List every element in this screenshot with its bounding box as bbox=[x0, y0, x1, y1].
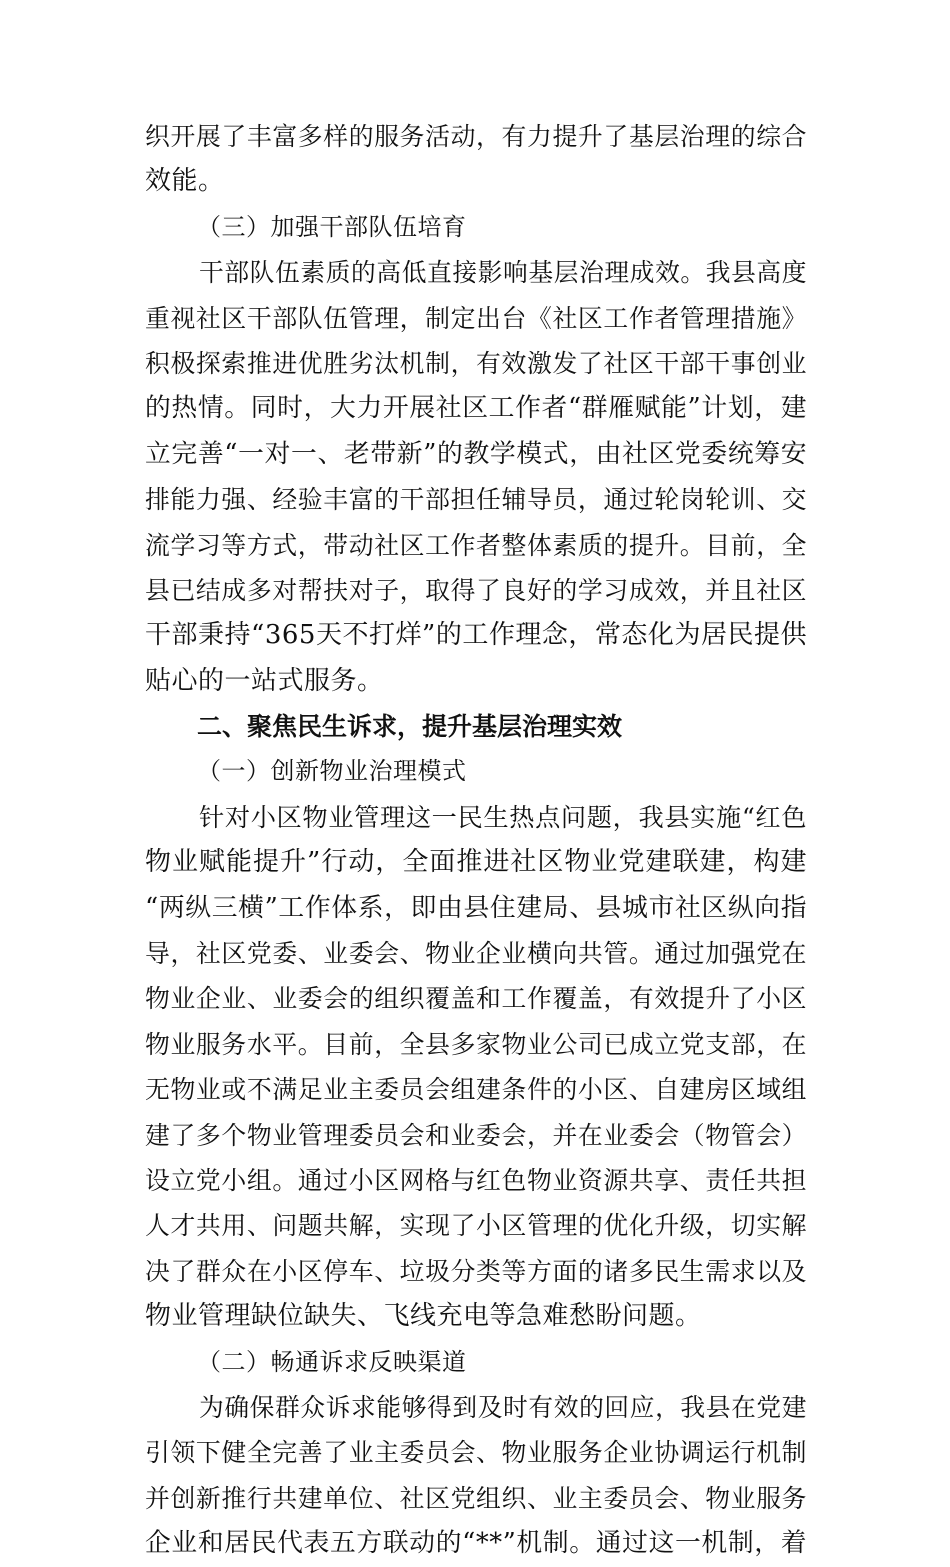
text-line: 引领下健全完善了业主委员会、物业服务企业协调运行机制 bbox=[145, 1438, 807, 1468]
text-line: 重视社区干部队伍管理，制定出台《社区工作者管理措施》 bbox=[145, 303, 807, 333]
paragraph-continued bbox=[145, 114, 807, 205]
section-heading-3: （三）加强干部队伍培育 bbox=[197, 212, 467, 241]
text-line: 人才共用、问题共解，实现了小区管理的优化升级，切实解 bbox=[145, 1211, 807, 1241]
text-line: 立完善“一对一、老带新”的教学模式，由社区党委统筹安 bbox=[145, 438, 807, 469]
text-line: 无物业或不满足业主委员会组建条件的小区、自建房区域组 bbox=[145, 1075, 807, 1105]
text-line: 针对小区物业管理这一民生热点问题，我县实施“红色 bbox=[199, 802, 807, 832]
text-line: 物业服务水平。目前，全县多家物业公司已成立党支部，在 bbox=[145, 1029, 807, 1059]
text-line: 导，社区党委、业委会、物业企业横向共管。通过加强党在 bbox=[145, 939, 807, 969]
paragraph-appeal-channels bbox=[145, 1385, 807, 1567]
text-line: 排能力强、经验丰富的干部担任辅导员，通过轮岗轮训、交 bbox=[145, 485, 807, 515]
text-line: 干部队伍素质的高低直接影响基层治理成效。我县高度 bbox=[199, 258, 807, 288]
text-line: 织开展了丰富多样的服务活动，有力提升了基层治理的综合 bbox=[145, 122, 807, 151]
document-page bbox=[145, 114, 807, 1567]
text-line: 建了多个物业管理委员会和业委会，并在业委会（物管会） bbox=[145, 1120, 807, 1150]
text-line: 并创新推行共建单位、社区党组织、业主委员会、物业服务 bbox=[145, 1483, 807, 1513]
text-line: 物业管理缺位缺失、飞线充电等急难愁盼问题。 bbox=[145, 1301, 702, 1332]
text-line: 干部秉持“365天不打烊”的工作理念，常态化为居民提供 bbox=[145, 620, 807, 651]
section-heading-1: （一）创新物业治理模式 bbox=[197, 757, 467, 786]
text-line: 物业赋能提升”行动，全面推进社区物业党建联建，构建 bbox=[145, 847, 807, 878]
paragraph-property-governance bbox=[145, 795, 807, 1340]
section-heading-2: （二）畅通诉求反映渠道 bbox=[197, 1347, 467, 1376]
text-line: 效能。 bbox=[145, 166, 225, 197]
paragraph-cadre-training bbox=[145, 250, 807, 704]
text-line: 县已结成多对帮扶对子，取得了良好的学习成效，并且社区 bbox=[145, 575, 807, 605]
text-line: 设立党小组。通过小区网格与红色物业资源共享、责任共担 bbox=[145, 1165, 807, 1195]
text-line: 为确保群众诉求能够得到及时有效的回应，我县在党建 bbox=[199, 1392, 807, 1422]
text-line: 的热情。同时，大力开展社区工作者“群雁赋能”计划，建 bbox=[145, 393, 807, 424]
text-line: 决了群众在小区停车、垃圾分类等方面的诸多民生需求以及 bbox=[145, 1256, 807, 1286]
text-line: 流学习等方式，带动社区工作者整体素质的提升。目前，全 bbox=[145, 530, 807, 560]
text-line: “两纵三横”工作体系，即由县住建局、县城市社区纵向指 bbox=[145, 892, 807, 923]
text-line: 积极探索推进优胜劣汰机制，有效激发了社区干部干事创业 bbox=[145, 348, 807, 378]
text-line: 贴心的一站式服务。 bbox=[145, 665, 384, 696]
text-line: 企业和居民代表五方联动的“**”机制。通过这一机制，着 bbox=[145, 1528, 807, 1559]
part-heading-2: 二、聚焦民生诉求，提升基层治理实效 bbox=[197, 712, 623, 742]
text-line: 物业企业、业委会的组织覆盖和工作覆盖，有效提升了小区 bbox=[145, 984, 807, 1014]
